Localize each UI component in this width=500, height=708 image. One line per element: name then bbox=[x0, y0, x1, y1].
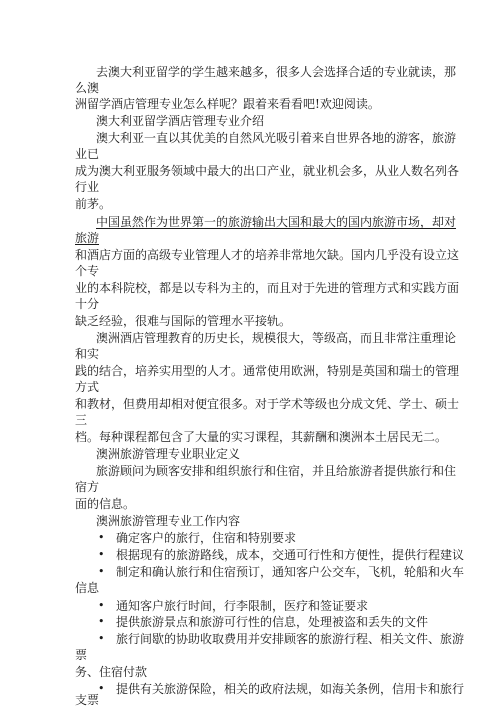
paragraph-line: 面的信息。 bbox=[75, 497, 136, 511]
bullet-icon: • bbox=[98, 632, 105, 645]
paragraph-line-underlined: 旅游 bbox=[75, 231, 100, 245]
list-item: 确定客户的旅行，住宿和特别要求 bbox=[116, 531, 297, 545]
paragraph-line: 三 bbox=[75, 413, 88, 427]
paragraph-line: 旅游顾问为顾客安排和组织旅行和住宿，并且给旅游者提供旅行和住 bbox=[96, 464, 457, 478]
paragraph-line: 和教材，但费用却相对便宜很多。对于学术等级也分成文凭、学士、硕士 bbox=[75, 397, 460, 411]
paragraph-line: 澳洲酒店管理教育的历史长，规模很大，等级高，而且非常注重理论 bbox=[96, 331, 457, 345]
list-item: 根据现有的旅游路线，成本，交通可行性和方便性，提供行程建议 bbox=[116, 548, 465, 562]
section-heading: 澳大利亚留学酒店管理专业介绍 bbox=[96, 114, 265, 128]
paragraph-line: 和实 bbox=[75, 347, 100, 361]
paragraph-line: 宿方 bbox=[75, 480, 100, 494]
paragraph-line-underlined: 中国虽然作为世界第一的旅游输出大国和最大的国内旅游市场，却对 bbox=[96, 215, 457, 229]
list-item: 旅行间歇的协助收取费用并安排顾客的旅游行程、相关文件、旅游 bbox=[116, 632, 465, 646]
paragraph-line: 和酒店方面的高级专业管理人才的培养非常地欠缺。国内几乎没有设立这 bbox=[75, 248, 460, 262]
paragraph-line: 十分 bbox=[75, 297, 100, 311]
bullet-icon: • bbox=[98, 615, 105, 628]
paragraph-line: 业的本科院校，都是以专科为主的，而且对于先进的管理方式和实践方面 bbox=[75, 281, 460, 295]
list-item-continuation: 票 bbox=[75, 648, 88, 662]
list-item: 提供有关旅游保险，相关的政府法规，如海关条例，信用卡和旅行 bbox=[116, 682, 465, 696]
section-heading: 澳洲旅游管理专业工作内容 bbox=[96, 514, 241, 528]
list-item: 制定和确认旅行和住宿预订，通知客户公交车，飞机，轮船和火车 bbox=[116, 565, 465, 579]
paragraph-line: 个专 bbox=[75, 264, 100, 278]
paragraph-line: 档。每种课程都包含了大量的实习课程，其薪酬和澳洲本土居民无二。 bbox=[75, 430, 448, 444]
paragraph-line: 成为澳大利亚服务领域中最大的出口产业，就业机会多，从业人数名列各 bbox=[75, 164, 460, 178]
paragraph-line: 践的结合，培养实用型的人才。通常使用欧洲，特别是英国和瑞士的管理 bbox=[75, 364, 460, 378]
list-item-continuation: 信息 bbox=[75, 581, 100, 595]
list-item: 通知客户旅行时间，行李限制，医疗和签证要求 bbox=[116, 599, 369, 613]
bullet-icon: • bbox=[98, 548, 105, 561]
bullet-icon: • bbox=[98, 599, 105, 612]
paragraph-line: 澳大利亚一直以其优美的自然风光吸引着来自世界各地的游客，旅游 bbox=[96, 131, 457, 145]
bullet-icon: • bbox=[98, 531, 105, 544]
paragraph-line: 业已 bbox=[75, 147, 100, 161]
paragraph-line: 缺乏经验，很难与国际的管理水平接轨。 bbox=[75, 314, 292, 328]
intro-line: 去澳大利亚留学的学生越来越多，很多人会选择合适的专业就读，那 bbox=[96, 65, 457, 79]
list-item: 提供旅游景点和旅游可行性的信息，处理被盗和丢失的文件 bbox=[116, 615, 429, 629]
bullet-icon: • bbox=[98, 565, 105, 578]
bullet-icon: • bbox=[98, 682, 105, 695]
paragraph-line: 前茅。 bbox=[75, 197, 112, 211]
intro-line: 么澳 bbox=[75, 81, 100, 95]
paragraph-line: 行业 bbox=[75, 180, 100, 194]
section-heading: 澳洲旅游管理专业职业定义 bbox=[96, 447, 241, 461]
list-item-continuation: 务、住宿付款 bbox=[75, 665, 148, 679]
paragraph-line: 方式 bbox=[75, 380, 100, 394]
intro-line: 洲留学酒店管理专业怎么样呢？跟着来看看吧!欢迎阅读。 bbox=[75, 97, 380, 111]
list-item-continuation: 支票 bbox=[75, 693, 100, 707]
